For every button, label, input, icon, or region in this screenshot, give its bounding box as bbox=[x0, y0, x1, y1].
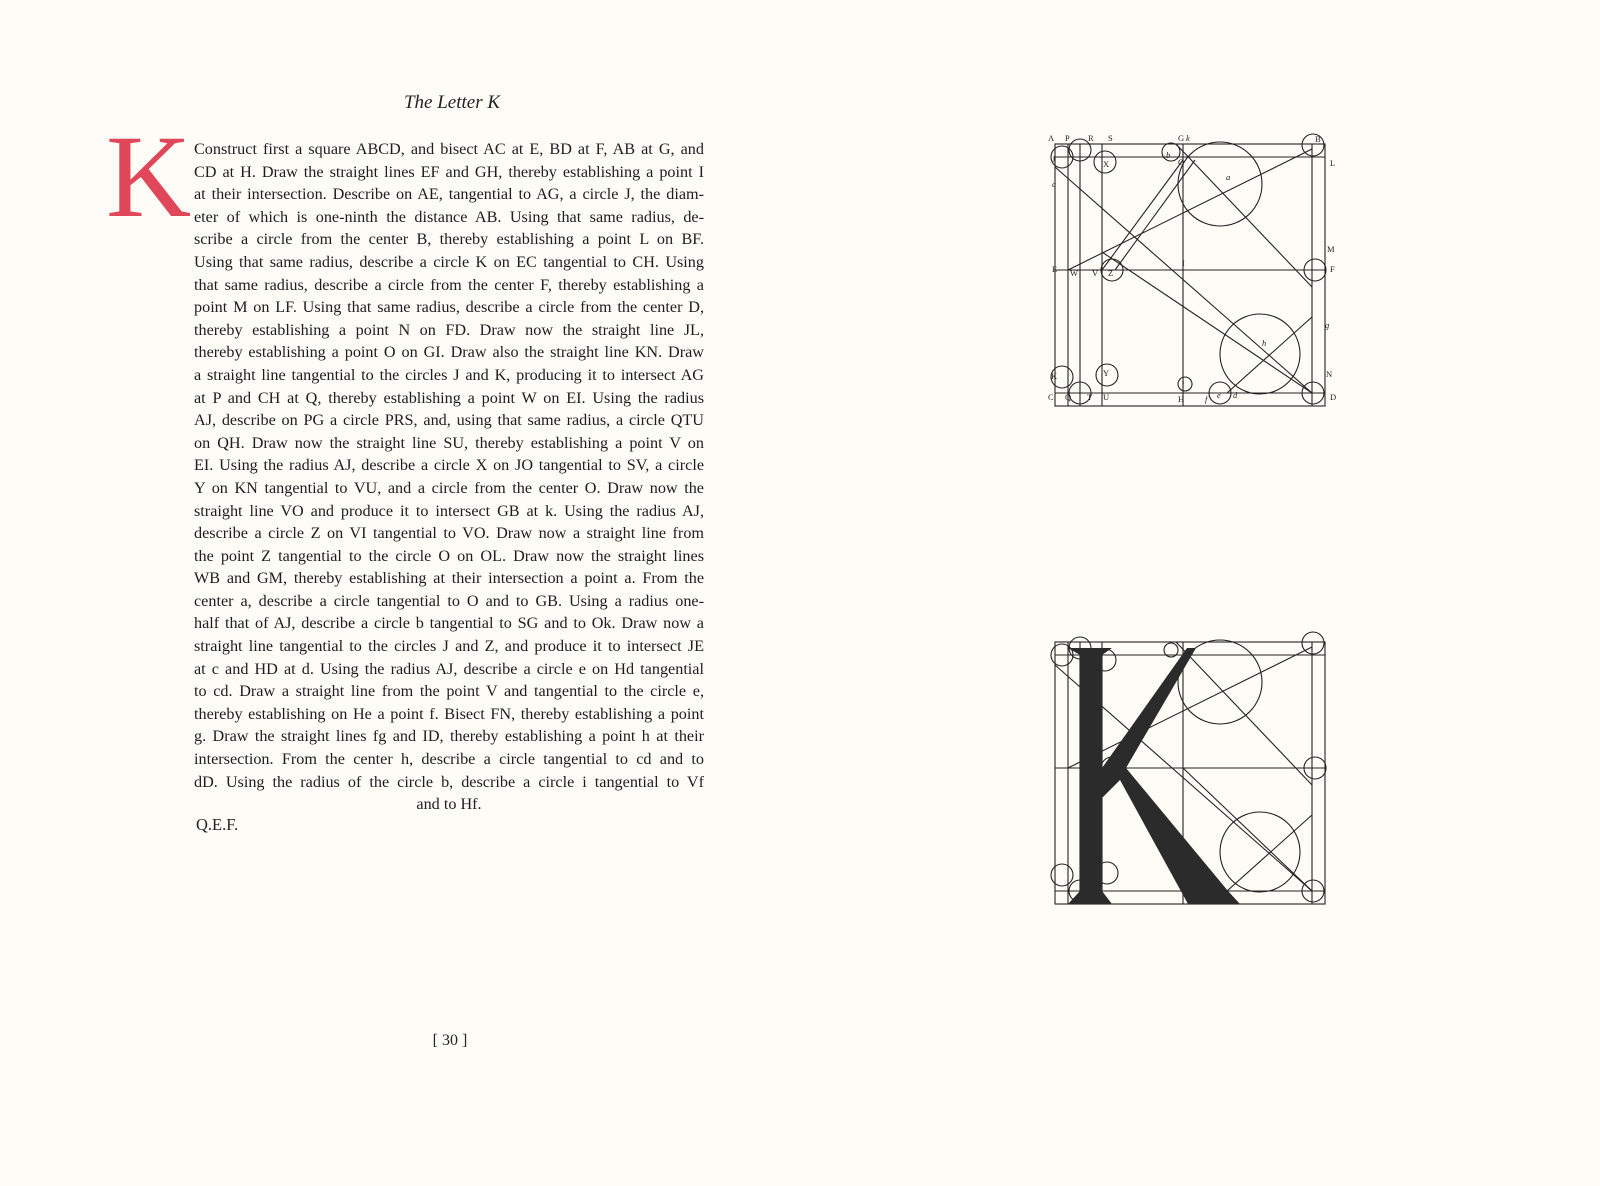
text-line: dD. Using the radius of the circle b, describe a circle i tangential to Vf bbox=[194, 772, 704, 791]
diagram-label: V bbox=[1092, 268, 1099, 278]
text-line: at c and HD at d. Using the radius AJ, describe a circle e on Hd tangential bbox=[194, 659, 704, 678]
diagram-label: Q bbox=[1065, 392, 1072, 402]
text-line: and to Hf. bbox=[416, 795, 482, 814]
text-line: on QH. Draw now the straight line SU, thereby establishing a point V on bbox=[194, 433, 704, 452]
page-title: The Letter K bbox=[403, 92, 501, 113]
text-line: scribe a circle from the center B, thereby establishing a point L on BF. bbox=[194, 230, 704, 249]
diagram-label: W bbox=[1070, 268, 1079, 278]
letter-k-diagram bbox=[1040, 628, 1340, 923]
drop-cap: K bbox=[106, 111, 190, 242]
diagram-label: U bbox=[1103, 392, 1110, 402]
diagram-label: D bbox=[1330, 392, 1337, 402]
diagram-label: L bbox=[1330, 158, 1336, 168]
diagram-label: c bbox=[1052, 179, 1056, 189]
text-line: Construct first a square ABCD, and bisect AC at E, BD at F, AB at G, and bbox=[194, 140, 704, 158]
diagram-label: Z bbox=[1108, 268, 1114, 278]
text-line: at their intersection. Describe on AE, tangential to AG, a circle J, the diam- bbox=[194, 185, 704, 204]
text-line: straight line tangential to the circles J and Z, and produce it to intersect JE bbox=[194, 637, 704, 656]
text-line: center a, describe a circle tangential to O and to GB. Using a radius one- bbox=[194, 591, 704, 610]
diagram-label: h bbox=[1262, 338, 1267, 348]
diagram-label: S bbox=[1108, 133, 1113, 143]
text-line: CD at H. Draw the straight lines EF and GH, thereby establishing a point I bbox=[194, 162, 704, 181]
diagram-label: F bbox=[1330, 264, 1335, 274]
diagram-label: g bbox=[1325, 320, 1330, 330]
diagram-label: d bbox=[1233, 390, 1238, 400]
text-line: thereby establishing a point O on GI. Draw also the straight line KN. Draw bbox=[194, 343, 704, 362]
text-line: AJ, describe on PG a circle PRS, and, using that same radius, a circle QTU bbox=[194, 411, 704, 430]
diagram-label: P bbox=[1065, 133, 1070, 143]
text-line: thereby establishing on He a point f. Bisect FN, thereby establishing a point bbox=[194, 704, 704, 723]
text-line: WB and GM, thereby establishing at their intersection a point a. From the bbox=[194, 569, 704, 588]
text-line: Using that same radius, describe a circle K on EC tangential to CH. Using bbox=[194, 252, 704, 271]
diagram-label: R bbox=[1088, 133, 1094, 143]
diagram-label: i bbox=[1182, 379, 1185, 389]
text-line: Y on KN tangential to VU, and a circle from the center O. Draw now the bbox=[194, 478, 704, 497]
diagram-label: K bbox=[1051, 371, 1058, 381]
diagram-label: b bbox=[1166, 150, 1171, 160]
diagram-label: B bbox=[1315, 134, 1321, 144]
text-line: to cd. Draw a straight line from the point V and tangential to the circle e, bbox=[194, 682, 704, 701]
diagram-label: Y bbox=[1103, 368, 1110, 378]
diagram-label: N bbox=[1326, 369, 1333, 379]
text-line: eter of which is one-ninth the distance AB. Using that same radius, de- bbox=[194, 207, 704, 226]
diagram-label: a bbox=[1226, 172, 1231, 182]
text-line: g. Draw the straight lines fg and ID, thereby establishing a point h at their bbox=[194, 727, 704, 746]
diagram-label: G bbox=[1178, 133, 1185, 143]
text-line: a straight line tangential to the circles J and K, producing it to intersect AG bbox=[194, 365, 704, 384]
text-line: straight line VO and produce it to intersect GB at k. Using the radius AJ, bbox=[194, 501, 704, 520]
diagram-label: e bbox=[1217, 390, 1221, 400]
diagram-label: A bbox=[1048, 133, 1055, 143]
diagram-label: k bbox=[1186, 133, 1190, 143]
diagram-label: E bbox=[1052, 264, 1058, 274]
text-line: half that of AJ, describe a circle b tangential to SG and to Ok. Draw now a bbox=[194, 614, 704, 633]
text-line: that same radius, describe a circle from the center F, thereby establishing a bbox=[194, 275, 704, 294]
construction-text bbox=[194, 138, 704, 816]
diagram-label: f bbox=[1205, 394, 1208, 404]
qef-mark: Q.E.F. bbox=[196, 815, 239, 834]
text-line: point M on LF. Using that same radius, describe a circle from the center D, bbox=[194, 298, 704, 317]
text-line: at P and CH at Q, thereby establishing a point W on EI. Using the radius bbox=[194, 388, 704, 407]
diagram-label: O bbox=[1178, 157, 1185, 167]
diagram-label: M bbox=[1327, 244, 1335, 254]
page-number: [ 30 ] bbox=[432, 1032, 468, 1049]
diagram-label: C bbox=[1048, 392, 1054, 402]
construction-diagram bbox=[1040, 132, 1340, 427]
diagram-label: H bbox=[1178, 394, 1185, 404]
diagram-label: T bbox=[1087, 392, 1093, 402]
text-line: intersection. From the center h, describe a circle tangential to cd and to bbox=[194, 750, 704, 769]
text-line: EI. Using the radius AJ, describe a circle X on JO tangential to SV, a circle bbox=[194, 456, 704, 475]
diagram-label: I bbox=[1182, 258, 1185, 268]
text-line: thereby establishing a point N on FD. Draw now the straight line JL, bbox=[194, 320, 704, 339]
letter-k-glyph bbox=[1068, 648, 1240, 904]
text-line: describe a circle Z on VI tangential to VO. Draw now a straight line from bbox=[194, 524, 704, 543]
diagram-label: X bbox=[1103, 159, 1110, 169]
text-line: the point Z tangential to the circle O on OL. Draw now the straight lines bbox=[194, 546, 704, 565]
diagram-label: J bbox=[1052, 154, 1056, 164]
